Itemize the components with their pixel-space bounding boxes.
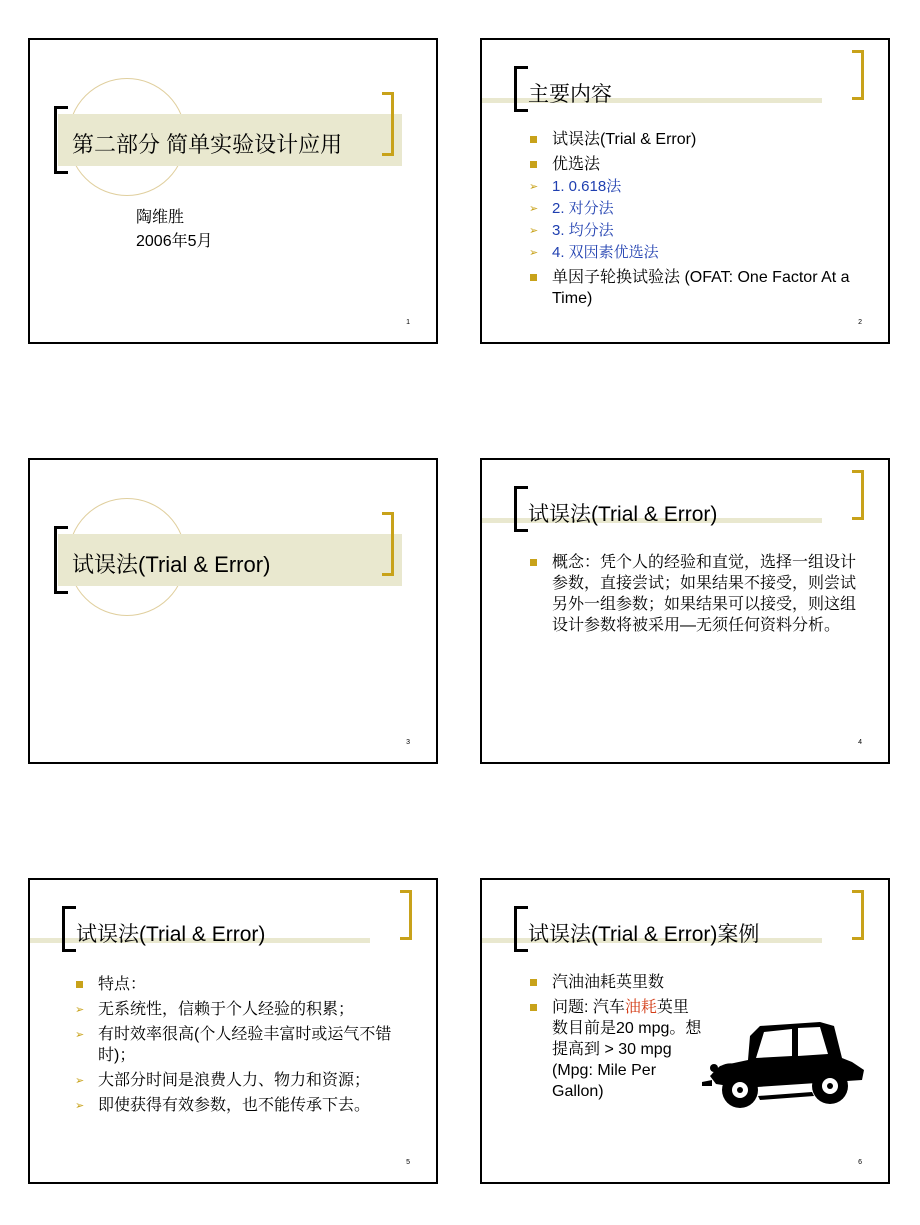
list-item-text: 概念：凭个人的经验和直觉，选择一组设计参数，直接尝试；如果结果不接受，则尝试另外一组参数；如果结果可以接受，则这组设计参数将被采用—无须任何资料分析。: [552, 554, 857, 634]
arrow-bullet-icon: ➢: [529, 225, 539, 237]
left-bracket: [514, 486, 528, 532]
list-item-text: 1. 0.618法: [552, 178, 622, 195]
content-list: [70, 974, 410, 1120]
square-bullet-icon: [530, 979, 537, 986]
date: 2006年5月: [136, 233, 213, 250]
list-item-text: 优选法: [552, 156, 601, 173]
arrow-bullet-icon: ➢: [75, 1004, 85, 1016]
left-bracket: [54, 526, 68, 594]
slide-1: [28, 38, 438, 344]
slide-3: [28, 458, 438, 764]
slide-2: [480, 38, 890, 344]
square-bullet-icon: [530, 274, 537, 281]
car-icon: [702, 1022, 864, 1108]
left-bracket: [62, 906, 76, 952]
slide-4: [480, 458, 890, 764]
list-item-text: 问题: 汽车: [552, 999, 625, 1016]
list-item: [524, 198, 864, 219]
arrow-bullet-icon: ➢: [75, 1029, 85, 1041]
arrow-bullet-icon: ➢: [529, 247, 539, 259]
list-item: [70, 974, 410, 995]
slide-title: 试误法(Trial & Error)案例: [528, 923, 760, 946]
list-item: [70, 1070, 410, 1091]
slide-title: 试误法(Trial & Error): [528, 503, 718, 526]
list-item-text: 汽油油耗英里数: [552, 974, 665, 991]
square-bullet-icon: [530, 161, 537, 168]
list-item-text: 大部分时间是浪费人力、物力和资源；: [98, 1072, 371, 1089]
author: 陶维胜: [136, 209, 185, 226]
list-item: [524, 242, 864, 263]
slide-5: [28, 878, 438, 1184]
list-item: [524, 129, 864, 150]
list-item-text: 4. 双因素优选法: [552, 244, 659, 261]
arrow-bullet-icon: ➢: [529, 203, 539, 215]
list-item: [524, 176, 864, 197]
list-item-text: 英里数目前是20 mpg。想提高到 > 30 mpg (Mpg: Mile Per Gallon): [552, 999, 702, 1100]
list-item: [524, 972, 704, 993]
right-bracket: [852, 470, 864, 520]
left-bracket: [514, 906, 528, 952]
content-list: [524, 552, 864, 640]
list-item: [524, 220, 864, 241]
list-item: [524, 552, 864, 636]
highlight-text: 油耗: [624, 999, 657, 1016]
slide-title: 试误法(Trial & Error): [76, 923, 266, 946]
right-bracket: [400, 890, 412, 940]
slide-title: 主要内容: [528, 83, 612, 106]
list-item-text: 有时效率很高(个人经验丰富时或运气不错时)；: [98, 1026, 392, 1064]
list-item-text: 特点：: [98, 976, 147, 993]
list-item: [70, 1024, 410, 1066]
page-number: 4: [858, 739, 862, 746]
right-bracket: [382, 92, 394, 156]
page-number: 6: [858, 1159, 862, 1166]
page-number: 3: [406, 739, 410, 746]
list-item: [70, 1095, 410, 1116]
list-item: [70, 999, 410, 1020]
slide-6: [480, 878, 890, 1184]
arrow-bullet-icon: ➢: [75, 1100, 85, 1112]
right-bracket: [852, 50, 864, 100]
list-item-text: 2. 对分法: [552, 200, 614, 217]
list-item-text: 单因子轮换试验法 (OFAT: One Factor At a Time): [552, 269, 850, 307]
car-illustration: [702, 1018, 872, 1118]
list-item-text: 试误法(Trial & Error): [552, 131, 697, 148]
page-number: 2: [858, 319, 862, 326]
left-bracket: [514, 66, 528, 112]
list-item: [524, 997, 704, 1102]
slide-title: 第二部分 简单实验设计应用: [72, 132, 343, 157]
arrow-bullet-icon: ➢: [529, 181, 539, 193]
square-bullet-icon: [530, 1004, 537, 1011]
content-list: [524, 129, 864, 313]
right-bracket: [382, 512, 394, 576]
square-bullet-icon: [530, 136, 537, 143]
list-item-text: 无系统性，信赖于个人经验的积累；: [98, 1001, 355, 1018]
slide-title: 试误法(Trial & Error): [72, 552, 271, 577]
arrow-bullet-icon: ➢: [75, 1075, 85, 1087]
list-item: [524, 154, 864, 175]
right-bracket: [852, 890, 864, 940]
list-item-text: 3. 均分法: [552, 222, 614, 239]
list-item-text: 即使获得有效参数，也不能传承下去。: [98, 1097, 371, 1114]
page-number: 1: [406, 319, 410, 326]
content-list: [524, 972, 704, 1106]
square-bullet-icon: [530, 559, 537, 566]
list-item: [524, 267, 864, 309]
page-number: 5: [406, 1159, 410, 1166]
square-bullet-icon: [76, 981, 83, 988]
left-bracket: [54, 106, 68, 174]
